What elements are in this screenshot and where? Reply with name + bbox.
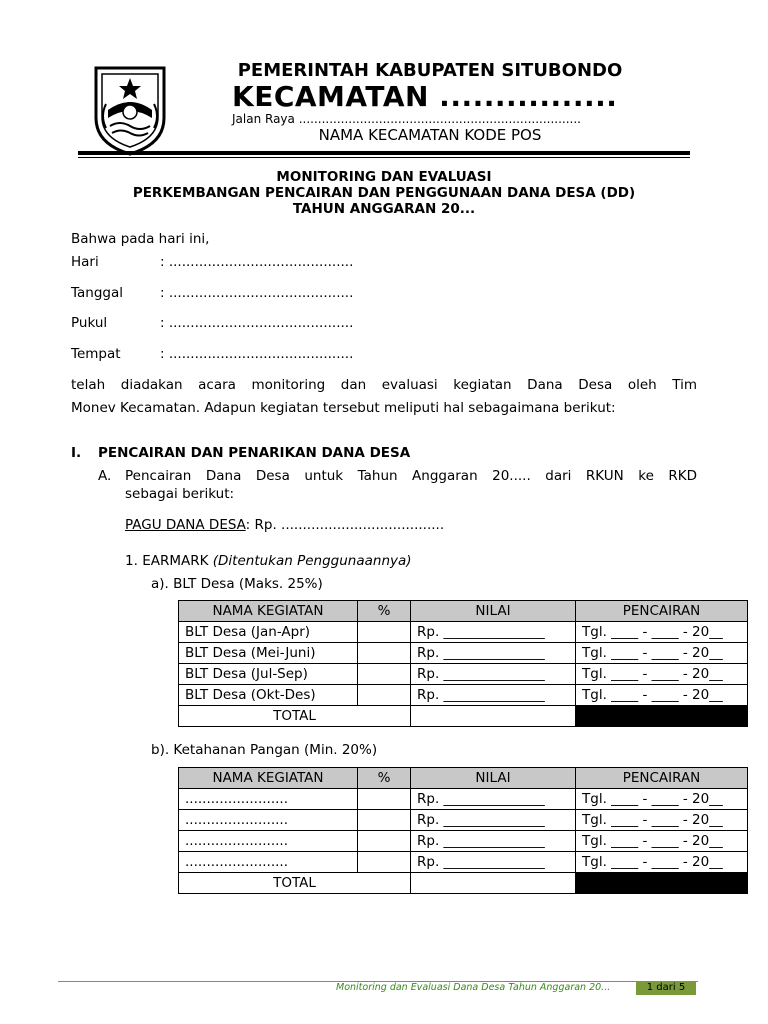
col-header-nilai: NILAI	[411, 768, 576, 789]
cell-name: ........................	[179, 831, 358, 852]
earmark-note: (Ditentukan Penggunaannya)	[212, 553, 412, 569]
cell-pct	[358, 831, 411, 852]
doc-title-line1: MONITORING DAN EVALUASI	[276, 169, 492, 185]
table-total-row	[179, 706, 748, 727]
cell-nilai: Rp. _______________	[411, 810, 576, 831]
cell-pct	[358, 643, 411, 664]
header-divider-thick	[78, 151, 690, 155]
section-number: I.	[71, 445, 82, 461]
situbondo-regency-logo	[88, 60, 172, 156]
subsection-text-line1: Pencairan Dana Desa untuk Tahun Anggaran 20..... dari RKUN ke RKD	[125, 468, 697, 484]
page-number-badge: 1 dari 5	[636, 981, 696, 995]
pagu-value: : Rp. ......................................	[245, 517, 445, 533]
table-row	[179, 810, 748, 831]
pagu-label: PAGU DANA DESA	[125, 517, 246, 533]
cell-name: ........................	[179, 810, 358, 831]
cell-pct	[358, 789, 411, 810]
col-header-pct: %	[358, 601, 411, 622]
cell-pencairan: Tgl. ____ - ____ - 20__	[576, 789, 748, 810]
cell-pencairan: Tgl. ____ - ____ - 20__	[576, 643, 748, 664]
earmark-number: 1.	[125, 553, 138, 569]
table-row	[179, 643, 748, 664]
cell-pct	[358, 664, 411, 685]
cell-name: BLT Desa (Okt-Des)	[179, 685, 358, 706]
header-government: PEMERINTAH KABUPATEN SITUBONDO	[237, 60, 623, 81]
subsection-text-line2: sebagai berikut:	[125, 486, 235, 502]
col-header-nilai: NILAI	[411, 601, 576, 622]
paragraph-line1: telah diadakan acara monitoring dan evaluasi kegiatan Dana Desa oleh Tim	[71, 377, 697, 393]
col-header-pencairan: PENCAIRAN	[576, 768, 748, 789]
table-total-row	[179, 873, 748, 894]
field-value-tempat: : ...........................................	[160, 346, 354, 362]
cell-pencairan: Tgl. ____ - ____ - 20__	[576, 831, 748, 852]
table-blt-desa	[178, 600, 748, 727]
cell-name: BLT Desa (Mei-Juni)	[179, 643, 358, 664]
cell-pct	[358, 622, 411, 643]
cell-nilai: Rp. _______________	[411, 622, 576, 643]
col-header-pct: %	[358, 768, 411, 789]
cell-pencairan: Tgl. ____ - ____ - 20__	[576, 664, 748, 685]
doc-title-line3: TAHUN ANGGARAN 20...	[292, 201, 476, 217]
table-row	[179, 831, 748, 852]
table-header-row	[179, 601, 748, 622]
cell-pencairan: Tgl. ____ - ____ - 20__	[576, 622, 748, 643]
total-label: TOTAL	[179, 873, 411, 894]
field-value-hari: : ...........................................	[160, 254, 354, 270]
pagu-line	[125, 517, 444, 533]
cell-nilai: Rp. _______________	[411, 852, 576, 873]
field-label-pukul: Pukul	[71, 315, 108, 331]
table-row	[179, 789, 748, 810]
col-header-name: NAMA KEGIATAN	[179, 768, 358, 789]
cell-pencairan: Tgl. ____ - ____ - 20__	[576, 852, 748, 873]
intro-text: Bahwa pada hari ini,	[71, 231, 210, 247]
total-nilai	[411, 706, 576, 727]
table-row	[179, 685, 748, 706]
total-label: TOTAL	[179, 706, 411, 727]
field-label-tanggal: Tanggal	[71, 285, 124, 301]
total-nilai	[411, 873, 576, 894]
field-value-pukul: : ...........................................	[160, 315, 354, 331]
earmark-label: EARMARK	[142, 553, 209, 569]
field-label-tempat: Tempat	[71, 346, 121, 362]
col-header-name: NAMA KEGIATAN	[179, 601, 358, 622]
cell-pct	[358, 810, 411, 831]
cell-name: ........................	[179, 789, 358, 810]
doc-title-line2: PERKEMBANGAN PENCAIRAN DAN PENGGUNAAN DANA DESA (DD)	[132, 185, 636, 201]
table-row	[179, 664, 748, 685]
cell-nilai: Rp. _______________	[411, 643, 576, 664]
header-postal: NAMA KECAMATAN KODE POS	[318, 126, 542, 144]
cell-nilai: Rp. _______________	[411, 664, 576, 685]
cell-pct	[358, 685, 411, 706]
paragraph-line2: Monev Kecamatan. Adapun kegiatan tersebut meliputi hal sebagaimana berikut:	[71, 400, 616, 416]
cell-nilai: Rp. _______________	[411, 789, 576, 810]
cell-pencairan: Tgl. ____ - ____ - 20__	[576, 810, 748, 831]
earmark-line	[125, 553, 412, 569]
item-b-title: b). Ketahanan Pangan (Min. 20%)	[151, 742, 378, 758]
field-value-tanggal: : ...........................................	[160, 285, 354, 301]
header-divider-thin	[78, 157, 690, 158]
total-blackout	[576, 706, 748, 727]
cell-pencairan: Tgl. ____ - ____ - 20__	[576, 685, 748, 706]
cell-name: BLT Desa (Jul-Sep)	[179, 664, 358, 685]
item-a-title: a). BLT Desa (Maks. 25%)	[151, 576, 323, 592]
table-row	[179, 852, 748, 873]
table-ketahanan-pangan	[178, 767, 748, 894]
col-header-pencairan: PENCAIRAN	[576, 601, 748, 622]
cell-nilai: Rp. _______________	[411, 831, 576, 852]
table-row	[179, 622, 748, 643]
section-title: PENCAIRAN DAN PENARIKAN DANA DESA	[98, 445, 411, 461]
header-address: Jalan Raya ..........................................................................	[232, 112, 581, 126]
cell-pct	[358, 852, 411, 873]
footer-text: Monitoring dan Evaluasi Dana Desa Tahun Anggaran 20...	[336, 982, 611, 993]
cell-nilai: Rp. _______________	[411, 685, 576, 706]
total-blackout	[576, 873, 748, 894]
header-kecamatan: KECAMATAN ................	[232, 80, 618, 113]
table-header-row	[179, 768, 748, 789]
field-label-hari: Hari	[71, 254, 99, 270]
cell-name: ........................	[179, 852, 358, 873]
cell-name: BLT Desa (Jan-Apr)	[179, 622, 358, 643]
subsection-letter: A.	[98, 468, 112, 484]
